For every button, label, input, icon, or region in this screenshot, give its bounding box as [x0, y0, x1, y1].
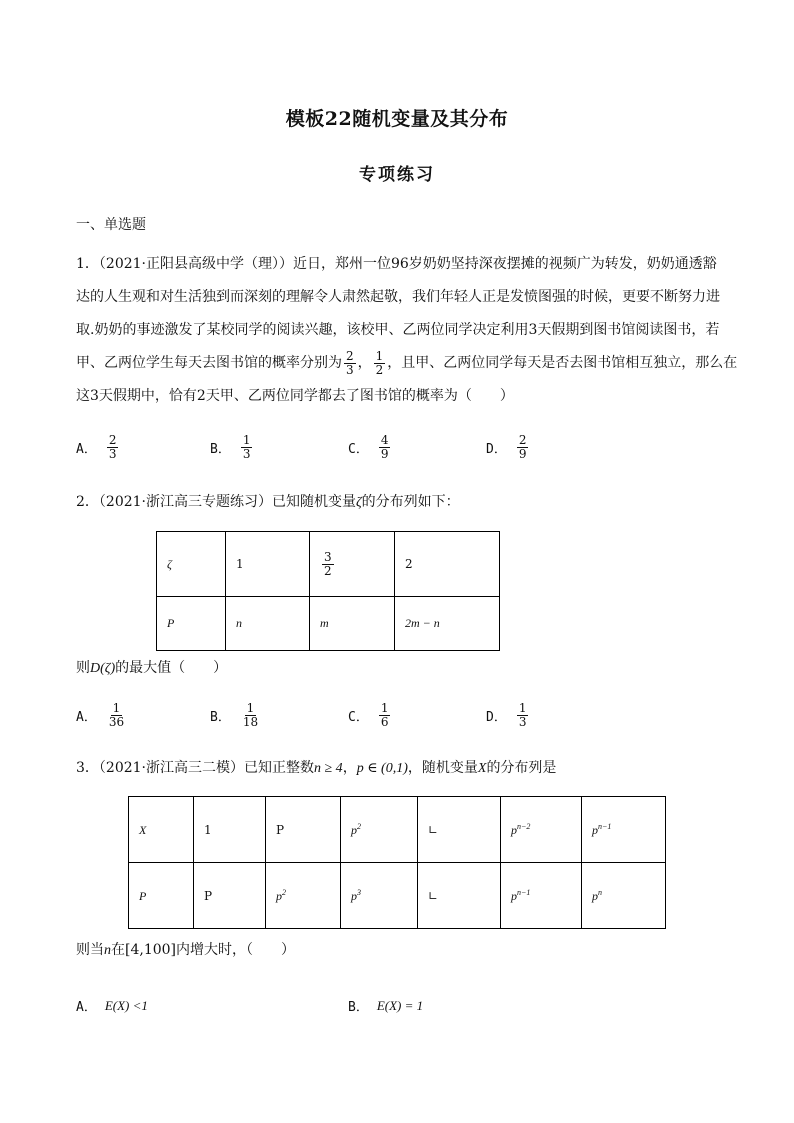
option-label: C．: [348, 710, 369, 725]
question-3-ask: [76, 934, 295, 967]
q3-option-a[interactable]: [76, 996, 148, 1015]
q1-line-1: 1．（2021·正阳县高级中学（理））近日，郑州一位96岁奶奶坚持深夜摆摊的视频广为转发，奶奶通透豁: [76, 256, 717, 272]
option-fraction: [241, 702, 260, 729]
q1-line-4: [76, 347, 738, 380]
q1-line-4-pre: 甲、乙两位学生每天去图书馆的概率分别为: [76, 355, 342, 371]
frac-den: 18: [242, 715, 259, 729]
table-cell: [582, 797, 666, 863]
frac-num: 2: [108, 433, 117, 447]
q1-option-c[interactable]: [348, 434, 392, 461]
frac-den: 2: [324, 563, 332, 578]
table-row: [157, 532, 500, 597]
q1-fraction-2: [374, 350, 386, 377]
frac-num: 2: [518, 433, 527, 447]
option-label: A．: [76, 1000, 97, 1015]
q1-line-3: 取.奶奶的事迹激发了某校同学的阅读兴趣，该校甲、乙两位同学决定利用3天假期到图书馆阅读图书，若: [76, 322, 720, 338]
table-cell: [194, 863, 266, 929]
q3-stem-mid: ，随机变量: [407, 760, 478, 776]
q3-ask-var: n: [104, 943, 111, 958]
cell-text: p: [511, 888, 517, 903]
q2-stem-pre: 2．（2021·浙江高三专题练习）已知随机变量: [76, 494, 356, 510]
cell-sup: 2: [282, 887, 286, 897]
table-row: [129, 863, 666, 929]
frac-den: 9: [518, 447, 527, 461]
option-fraction: [107, 702, 126, 729]
table-cell: [341, 863, 418, 929]
table-cell: [418, 797, 501, 863]
option-fraction: [107, 434, 119, 461]
q2-option-a[interactable]: [76, 702, 128, 729]
cell-text: p: [592, 888, 598, 903]
q1-frac2-num: 1: [375, 348, 384, 363]
option-label: B．: [210, 710, 231, 725]
cell-fraction: [322, 551, 334, 578]
cell-text: p: [511, 822, 517, 837]
table-cell: [418, 863, 501, 929]
cell-sup: 2: [357, 821, 361, 831]
q2-ask-pre: 则: [76, 660, 90, 676]
cell-sup: 3: [357, 887, 361, 897]
table-cell: [266, 797, 341, 863]
q3-ask-range: [4,100]: [125, 942, 177, 958]
cell-text: 1: [204, 823, 212, 837]
q3-ask-post: 内增大时，（ ）: [176, 942, 296, 958]
cell-text: p: [276, 888, 282, 903]
table-cell: 2: [395, 532, 500, 597]
q1-option-d[interactable]: [486, 434, 530, 461]
frac-den: 9: [380, 447, 389, 461]
table-cell: n: [226, 597, 310, 651]
table-row: [157, 597, 500, 651]
q3-stem-post: 的分布列是: [486, 760, 557, 776]
frac-num: 3: [324, 549, 332, 564]
q3-option-b[interactable]: [348, 996, 423, 1015]
option-label: D．: [486, 442, 507, 457]
table-cell: [310, 532, 395, 597]
cell-text: p: [592, 822, 598, 837]
q3-condition-2: p ∈ (0,1): [356, 761, 408, 776]
cell-text: ∟: [428, 823, 439, 837]
q1-line-5: 这3天假期中，恰有2天甲、乙两位同学都去了图书馆的概率为（ ）: [76, 388, 514, 404]
option-expression: E(X) = 1: [376, 997, 424, 1013]
option-label: C．: [348, 442, 369, 457]
table-cell: [341, 797, 418, 863]
frac-num: 1: [246, 701, 255, 715]
frac-num: 1: [112, 701, 121, 715]
q2-ask-post: 的最大值（ ）: [115, 660, 228, 676]
cell-text: P: [204, 889, 213, 903]
q2-option-b[interactable]: [210, 702, 262, 729]
q1-line-2: 达的人生观和对生活独到而深刻的理解令人肃然起敬，我们年轻人正是发愤图强的时候，更要不断努力进: [76, 289, 720, 305]
option-label: B．: [348, 1000, 369, 1015]
table-cell: 2m − n: [395, 597, 500, 651]
table-cell: ζ: [157, 532, 226, 597]
table-cell: [194, 797, 266, 863]
option-fraction: [379, 434, 391, 461]
q1-option-a[interactable]: [76, 434, 120, 461]
page-title: 模板22随机变量及其分布: [285, 108, 509, 130]
q2-variable: ζ: [356, 495, 362, 510]
option-fraction: [517, 702, 529, 729]
table-cell: P: [157, 597, 226, 651]
cell-sup: n−1: [517, 887, 531, 897]
table-row: [129, 797, 666, 863]
cell-sup: n−1: [598, 821, 612, 831]
q2-distribution-table: [156, 531, 500, 651]
q2-ask-expr: D(ζ): [90, 661, 116, 676]
section-heading: 一、单选题: [76, 217, 146, 233]
frac-num: 4: [380, 433, 389, 447]
question-2-stem: [76, 486, 460, 519]
option-label: A．: [76, 442, 97, 457]
q1-sep: ，: [357, 355, 372, 371]
q3-condition-1: n ≥ 4: [314, 761, 343, 776]
question-2-ask: [76, 652, 227, 685]
frac-den: 3: [518, 715, 527, 729]
frac-num: 1: [518, 701, 527, 715]
q2-option-d[interactable]: [486, 702, 530, 729]
table-cell: [582, 863, 666, 929]
table-cell: 1: [226, 532, 310, 597]
q1-line-4-post: ，且甲、乙两位同学每天是否去图书馆相互独立，那么在: [387, 355, 738, 371]
frac-den: 3: [242, 447, 251, 461]
q3-sep: ，: [342, 760, 357, 776]
table-cell: [501, 863, 582, 929]
q1-option-b[interactable]: [210, 434, 254, 461]
q2-stem-post: 的分布列如下：: [361, 494, 460, 510]
q2-option-c[interactable]: [348, 702, 392, 729]
q1-frac1-num: 2: [346, 348, 354, 363]
frac-den: 6: [380, 715, 389, 729]
frac-num: 1: [242, 433, 251, 447]
frac-num: 1: [380, 701, 389, 715]
q3-distribution-table: [128, 796, 666, 929]
option-label: D．: [486, 710, 507, 725]
option-expression: E(X) <1: [104, 997, 148, 1013]
table-cell: [266, 863, 341, 929]
q3-stem-pre: 3．（2021·浙江高三二模）已知正整数: [76, 760, 314, 776]
frac-den: 3: [108, 447, 117, 461]
option-label: A．: [76, 710, 97, 725]
cell-sup: n: [598, 887, 602, 897]
question-1: [76, 248, 738, 413]
page-subtitle: 专项练习: [359, 165, 435, 185]
option-label: B．: [210, 442, 231, 457]
q3-ask-pre: 则当: [76, 942, 104, 958]
table-cell: m: [310, 597, 395, 651]
cell-text: P: [276, 823, 285, 837]
option-fraction: [379, 702, 391, 729]
table-cell: [129, 797, 194, 863]
cell-text: X: [139, 822, 147, 837]
cell-text: p: [351, 888, 357, 903]
frac-den: 36: [108, 715, 125, 729]
q1-fraction-1: [344, 350, 356, 377]
question-3-stem: [76, 752, 556, 785]
table-cell: [129, 863, 194, 929]
option-fraction: [517, 434, 529, 461]
q3-ask-mid: 在: [111, 942, 125, 958]
q3-variable: X: [477, 761, 487, 776]
q1-frac2-den: 2: [375, 362, 384, 377]
option-fraction: [241, 434, 253, 461]
cell-text: p: [351, 822, 357, 837]
q1-frac1-den: 3: [346, 362, 354, 377]
table-cell: [501, 797, 582, 863]
cell-sup: n−2: [517, 821, 531, 831]
cell-text: ∟: [428, 889, 439, 903]
cell-text: P: [139, 888, 147, 903]
